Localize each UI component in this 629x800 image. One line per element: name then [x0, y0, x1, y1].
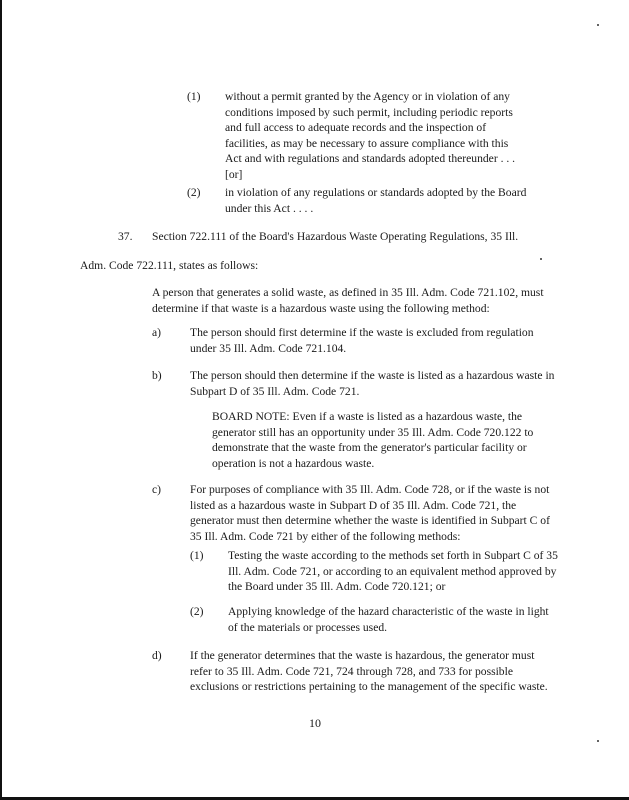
item-c-text: For purposes of compliance with 35 Ill. Adm. Code 728, or if the waste is not listed as a hazardous waste in Subpart D of 35 Ill. Adm. Code 721, the generator must then determine whether the waste is identified in Subpart C of 35 Ill. Adm. Code 721 by either of the following methods: — [190, 483, 550, 543]
item-c2-text: Applying knowledge of the hazard characteristic of the waste in light of the materials or processes used. — [228, 605, 549, 634]
scan-speck — [540, 258, 542, 260]
paragraph-37-number: 37. — [118, 230, 133, 243]
item-a-label: a) — [152, 326, 162, 339]
item-b-text: The person should then determine if the waste is listed as a hazardous waste in Subpart D of 35 Ill. Adm. Code 721. — [190, 369, 555, 398]
scan-speck — [597, 740, 599, 742]
statute-item-2-text: in violation of any regulations or standards adopted by the Board under this Act . . . . — [225, 186, 527, 215]
paragraph-37-first-line: Section 722.111 of the Board's Hazardous Waste Operating Regulations, 35 Ill. — [152, 230, 519, 243]
scan-speck — [597, 24, 599, 26]
paragraph-37-continuation: Adm. Code 722.111, states as follows: — [80, 259, 259, 272]
board-note: BOARD NOTE: Even if a waste is listed as a hazardous waste, the generator still has an opportunity under 35 Ill. Adm. Code 720.122 to demonstrate that the waste from the generator's particular facility or operation is not a hazardous waste. — [212, 410, 534, 470]
item-c1-label: (1) — [190, 549, 204, 562]
scan-border-left — [0, 0, 2, 800]
item-b-label: b) — [152, 369, 162, 382]
item-c-label: c) — [152, 483, 162, 496]
statute-item-1-label: (1) — [187, 90, 201, 103]
item-c2-label: (2) — [190, 605, 204, 618]
item-c1-text: Testing the waste according to the methods set forth in Subpart C of 35 Ill. Adm. Code 721, or according to an equivalent method approved by the Board under 35 Ill. Adm. Code 720.121; or — [228, 549, 558, 594]
statute-item-1-text: without a permit granted by the Agency or in violation of any conditions imposed by such permit, including periodic reports and full access to adequate records and the inspection of facilities, as may be necessary to assure compliance with this Act and with regulations and standards adopted thereunder . . . [or] — [225, 90, 516, 181]
quote-intro: A person that generates a solid waste, as defined in 35 Ill. Adm. Code 721.102, must determine if that waste is a hazardous waste using the following method: — [152, 286, 544, 315]
item-a-text: The person should first determine if the waste is excluded from regulation under 35 Ill. Adm. Code 721.104. — [190, 326, 534, 355]
page-number: 10 — [309, 716, 321, 730]
item-d-text: If the generator determines that the waste is hazardous, the generator must refer to 35 Ill. Adm. Code 721, 724 through 728, and 733 for possible exclusions or restrictions pertaining to the management of the specific waste. — [190, 649, 548, 694]
item-d-label: d) — [152, 649, 162, 662]
statute-item-2-label: (2) — [187, 186, 201, 199]
